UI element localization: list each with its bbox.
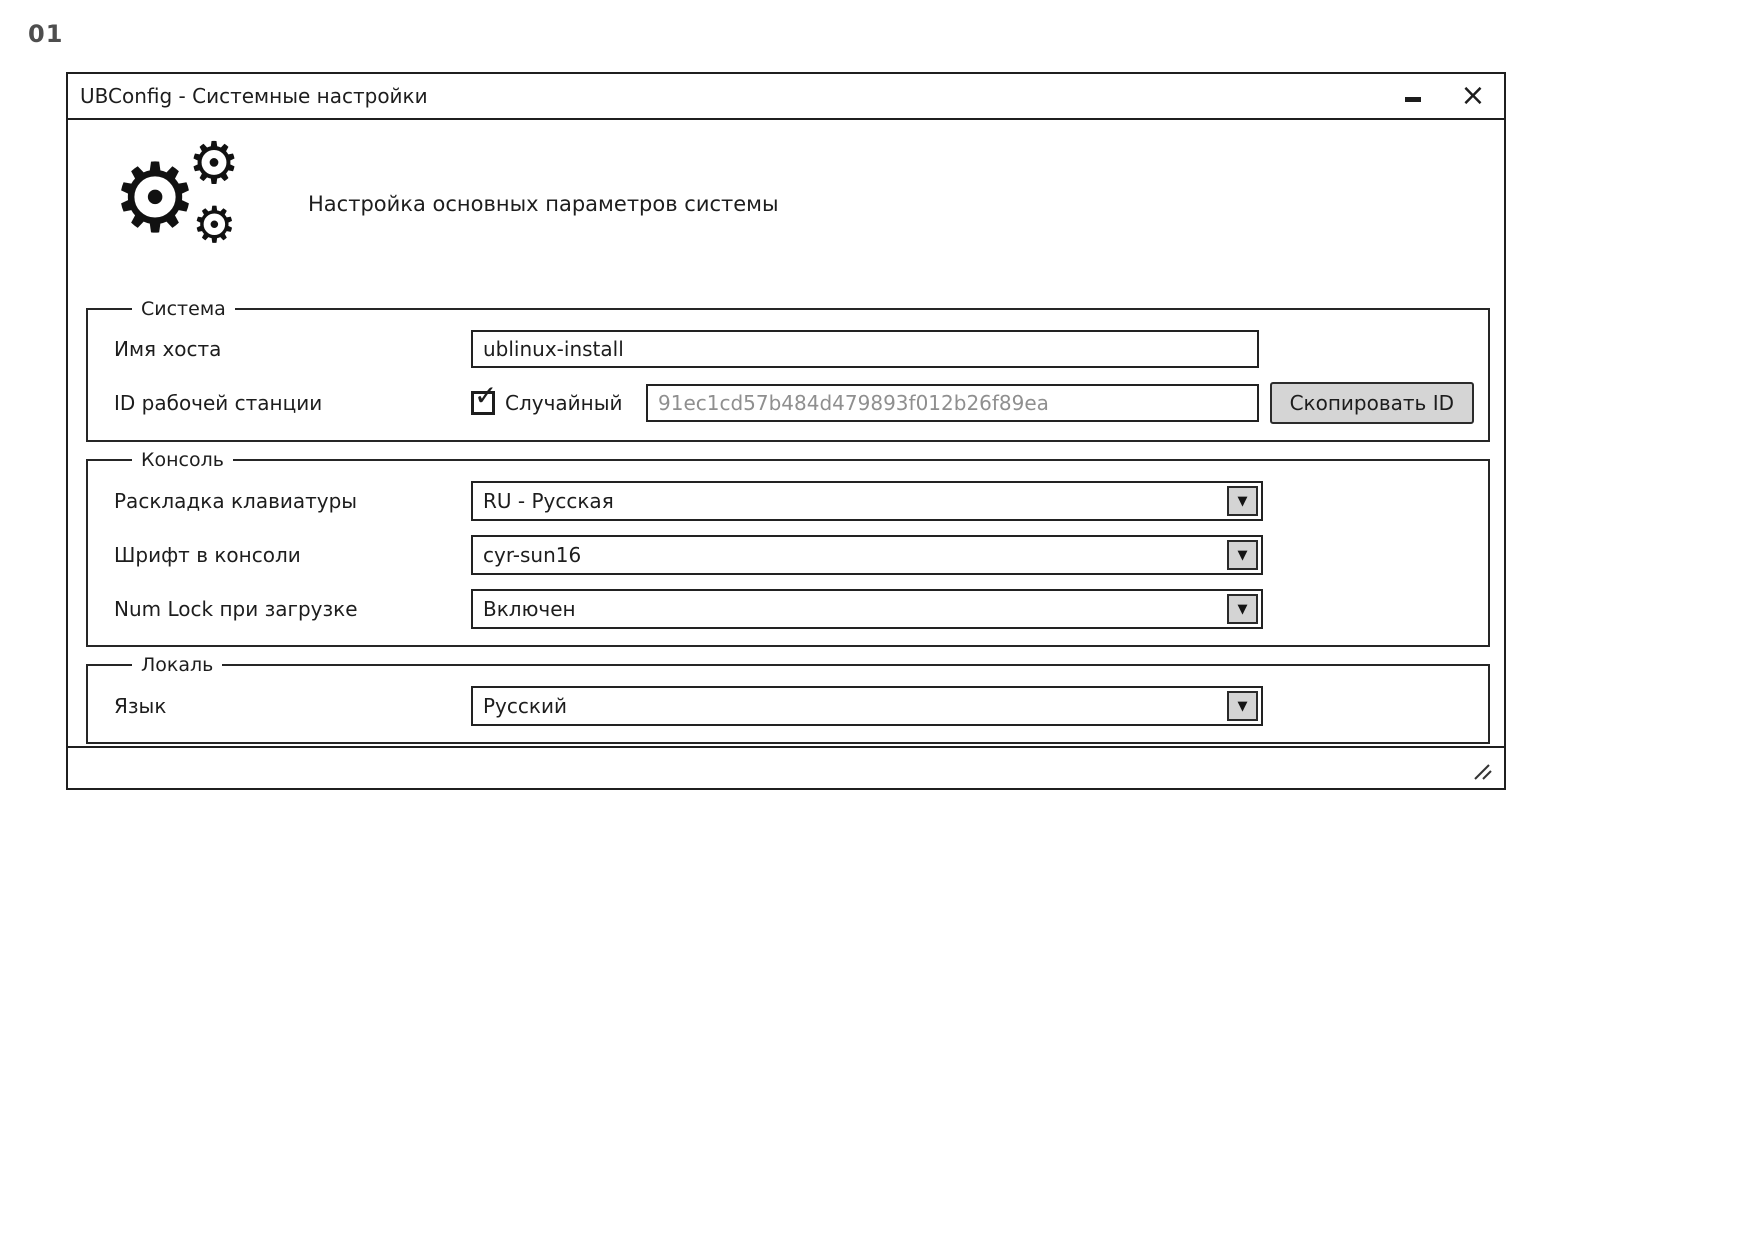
console-font-row (114, 535, 1474, 575)
numlock-select[interactable] (471, 589, 1263, 629)
minimize-button[interactable] (1400, 83, 1426, 109)
language-select[interactable] (471, 686, 1263, 726)
console-font-value: cyr-sun16 (483, 543, 582, 567)
numlock-row (114, 589, 1474, 629)
numlock-label: Num Lock при загрузке (114, 597, 358, 621)
dropdown-arrow-button[interactable] (1227, 486, 1258, 516)
gear-small-bottom-icon: ⚙ (192, 196, 237, 254)
dropdown-arrow-button[interactable] (1227, 691, 1258, 721)
checkbox-box[interactable] (471, 379, 498, 415)
resize-grip-icon[interactable] (1472, 763, 1494, 781)
dropdown-arrow-button[interactable] (1227, 540, 1258, 570)
console-font-select[interactable] (471, 535, 1263, 575)
keyboard-layout-row (114, 481, 1474, 521)
language-label: Язык (114, 694, 167, 718)
hostname-row (114, 330, 1474, 368)
header (112, 129, 1504, 258)
group-system-legend: Система (141, 298, 226, 320)
console-font-label: Шрифт в консоли (114, 543, 301, 567)
group-locale (86, 654, 1490, 744)
keyboard-layout-label: Раскладка клавиатуры (114, 489, 358, 513)
minimize-icon (1405, 97, 1421, 102)
gear-small-top-icon: ⚙ (188, 129, 240, 197)
language-value: Русский (483, 694, 567, 718)
language-row (114, 686, 1474, 726)
status-bar (68, 746, 1504, 788)
random-checkbox[interactable] (471, 379, 646, 415)
window-controls (1400, 78, 1486, 113)
checkmark-icon: ✓ (474, 379, 498, 412)
numlock-value: Включен (483, 597, 576, 621)
station-id-row (114, 379, 1474, 424)
chevron-down-icon: ▼ (1237, 547, 1248, 563)
dropdown-arrow-button[interactable] (1227, 594, 1258, 624)
titlebar (68, 74, 1504, 120)
keyboard-layout-value: RU - Русская (483, 489, 614, 513)
chevron-down-icon: ▼ (1237, 601, 1248, 617)
figure-number: 01 (28, 20, 64, 48)
chevron-down-icon: ▼ (1237, 698, 1248, 714)
group-system (86, 298, 1490, 442)
random-checkbox-label: Случайный (505, 391, 623, 415)
group-console (86, 449, 1490, 647)
group-console-legend: Консоль (141, 449, 224, 471)
close-button[interactable] (1460, 78, 1486, 113)
group-locale-legend: Локаль (141, 654, 214, 676)
station-id-input[interactable] (646, 384, 1259, 422)
hostname-input[interactable] (471, 330, 1259, 368)
window-subtitle: Настройка основных параметров системы (308, 192, 779, 216)
gear-large-icon: ⚙ (112, 142, 199, 254)
station-id-label: ID рабочей станции (114, 391, 323, 415)
copy-id-button[interactable]: Скопировать ID (1270, 382, 1474, 424)
keyboard-layout-select[interactable] (471, 481, 1263, 521)
close-icon: × (1460, 78, 1486, 113)
window-title: UBConfig - Системные настройки (80, 84, 428, 108)
chevron-down-icon: ▼ (1237, 493, 1248, 509)
gears-icon (112, 129, 252, 258)
hostname-label: Имя хоста (114, 337, 222, 361)
ubconfig-window (66, 72, 1506, 790)
